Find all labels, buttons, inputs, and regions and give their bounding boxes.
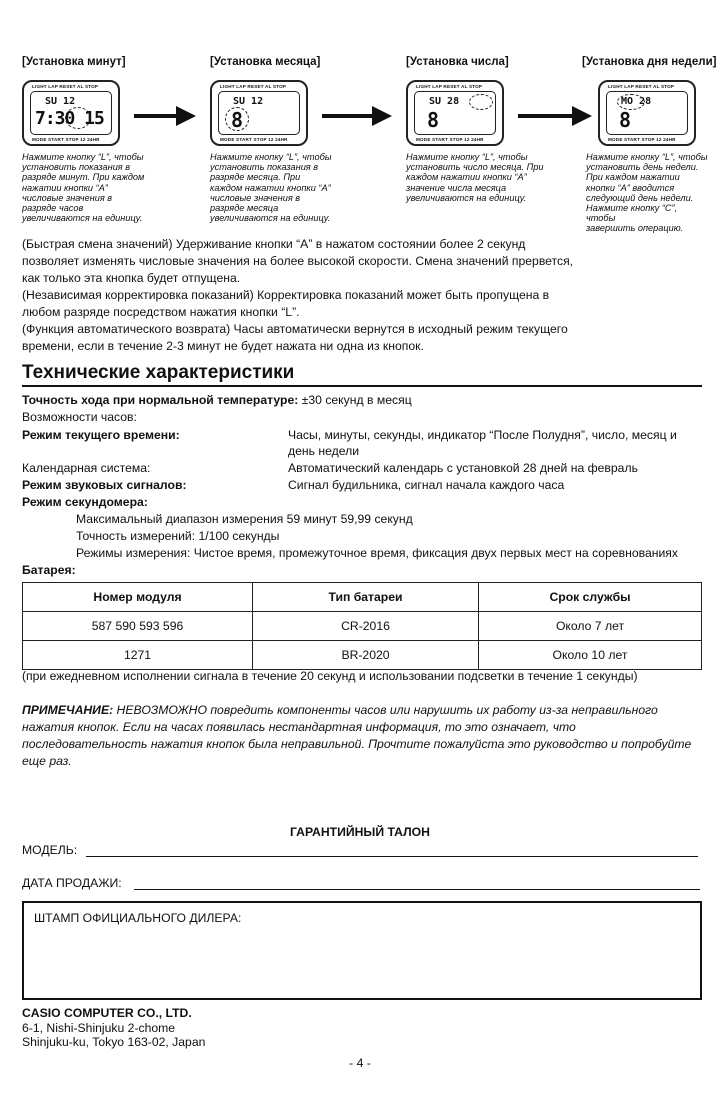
lcd-main-digits: 8 <box>619 108 631 132</box>
table-header-battery-type: Тип батареи <box>253 583 479 612</box>
lcd-top-row: SU 12 <box>233 96 264 107</box>
battery-footnote: (при ежедневном исполнении сигнала в течение 20 секунд и использовании подсветки в течение 1 секунды) <box>22 669 638 683</box>
model-field[interactable] <box>86 856 698 857</box>
note-paragraph <box>22 702 704 770</box>
step-month <box>210 56 370 223</box>
company-name: CASIO COMPUTER CO., LTD. <box>22 1006 192 1020</box>
lcd-top-row: SU 12 <box>45 96 76 107</box>
company-address-line: Shinjuku-ku, Tokyo 163-02, Japan <box>22 1035 206 1049</box>
battery-table <box>22 582 702 670</box>
calendar-value: Автоматический календарь с установкой 28 дней на февраль <box>288 461 638 475</box>
arrow-right-icon <box>134 106 196 126</box>
table-row <box>23 612 702 641</box>
watch-top-labels: LIGHT LAP RESET AL STOP <box>220 84 287 89</box>
lcd-main-digits: 8 <box>427 108 439 132</box>
paragraph-fast-change: (Быстрая смена значений) Удерживание кнопки “A” в нажатом состоянии более 2 секунд позволяет изменять числовые значения на более высокой скорости. Смена значений прервется, как только эта кнопка будет отпущена. <box>22 237 574 285</box>
watch-bottom-labels: MODE START STOP 12 24HR <box>416 137 484 142</box>
alarm-label: Режим звуковых сигналов: <box>22 478 187 492</box>
specs-heading: Технические характеристики <box>22 362 295 383</box>
paragraph-independent-correction: (Независимая корректировка показаний) Корректировка показаний может быть пропущена в любом разряде посредством нажатия кнопки “L”. <box>22 288 550 319</box>
sale-date-field[interactable] <box>134 889 700 890</box>
table-cell: BR-2020 <box>253 641 479 670</box>
lcd-screen <box>30 91 112 135</box>
lcd-top-row: MO 28 <box>621 96 652 107</box>
calendar-label: Календарная система: <box>22 461 151 475</box>
note-label: ПРИМЕЧАНИЕ: <box>22 703 114 717</box>
setting-steps <box>22 56 717 234</box>
step-title: [Установка месяца] <box>210 56 321 68</box>
accuracy-value: ±30 секунд в месяц <box>298 393 412 407</box>
step-minutes <box>22 56 182 223</box>
table-cell: 1271 <box>23 641 253 670</box>
table-header-module: Номер модуля <box>23 583 253 612</box>
watch-bottom-labels: MODE START STOP 12 24HR <box>220 137 288 142</box>
stopwatch-precision: Точность измерений: 1/100 секунды <box>76 529 280 543</box>
watch-display <box>598 80 696 146</box>
step-note: Нажмите кнопку “L”, чтобы установить число месяца. При каждом нажатии кнопки “A” значение числа месяца увеличиваются на единицу. <box>406 152 544 203</box>
blink-indicator-icon <box>225 107 249 131</box>
table-cell: Около 7 лет <box>479 612 702 641</box>
watch-bottom-labels: MODE START STOP 12 24HR <box>32 137 100 142</box>
timekeeping-label: Режим текущего времени: <box>22 428 180 442</box>
paragraph-auto-return: (Функция автоматического возврата) Часы автоматически вернутся в исходный режим текущего времени, если в течение 2-3 минут не будет нажата ни одна из кнопок. <box>22 322 568 353</box>
stopwatch-range: Максимальный диапазон измерения 59 минут 59,99 секунд <box>76 512 413 526</box>
step-note: Нажмите кнопку “L”, чтобы установить день недели. При каждом нажатии кнопки “A” вводится следующий день недели. Нажмите кнопку “C”, чтобы завершить операцию. <box>586 152 708 234</box>
step-date <box>406 56 566 203</box>
page-number: - 4 - <box>349 1056 371 1070</box>
sale-date-label: ДАТА ПРОДАЖИ: <box>22 876 122 890</box>
alarm-value: Сигнал будильника, сигнал начала каждого часа <box>288 478 565 492</box>
accuracy-label: Точность хода при нормальной температуре: <box>22 393 299 407</box>
watch-display <box>210 80 308 146</box>
watch-bottom-labels: MODE START STOP 12 24HR <box>608 137 676 142</box>
capabilities-label: Возможности часов: <box>22 410 137 424</box>
heading-rule <box>22 385 702 387</box>
warranty-title: ГАРАНТИЙНЫЙ ТАЛОН <box>290 825 430 839</box>
model-label: МОДЕЛЬ: <box>22 843 78 857</box>
battery-label: Батарея: <box>22 563 76 577</box>
step-note: Нажмите кнопку “L”, чтобы установить показания в разряде месяца. При каждом нажатии кнопки “A” числовые значения в разряде месяца увеличиваются на единицу. <box>210 152 332 224</box>
watch-display <box>22 80 120 146</box>
blink-indicator-icon <box>617 94 645 110</box>
table-row <box>23 641 702 670</box>
timekeeping-value: Часы, минуты, секунды, индикатор “После Полудня”, число, месяц и день недели <box>288 428 677 458</box>
step-title: [Установка дня недели] <box>582 56 717 68</box>
watch-top-labels: LIGHT LAP RESET AL STOP <box>608 84 675 89</box>
lcd-main-digits: 8 <box>231 108 243 132</box>
lcd-screen <box>218 91 300 135</box>
lcd-main-digits: 7:30 15 <box>35 108 104 129</box>
step-weekday <box>582 56 716 234</box>
watch-top-labels: LIGHT LAP RESET AL STOP <box>416 84 483 89</box>
dealer-stamp-label: ШТАМП ОФИЦИАЛЬНОГО ДИЛЕРА: <box>34 911 242 925</box>
step-note: Нажмите кнопку “L”, чтобы установить показания в разряде минут. При каждом нажатии кнопки “A” числовые значения в разряде часов увеличиваются на единицу. <box>22 152 145 224</box>
table-cell: 587 590 593 596 <box>23 612 253 641</box>
watch-display <box>406 80 504 146</box>
step-title: [Установка минут] <box>22 56 126 68</box>
table-cell: CR-2016 <box>253 612 479 641</box>
stopwatch-modes: Режимы измерения: Чистое время, промежуточное время, фиксация двух первых мест на соревнованиях <box>76 546 678 560</box>
dealer-stamp-box <box>22 901 702 1000</box>
table-cell: Около 10 лет <box>479 641 702 670</box>
lcd-screen <box>414 91 496 135</box>
watch-top-labels: LIGHT LAP RESET AL STOP <box>32 84 99 89</box>
blink-indicator-icon <box>469 94 493 110</box>
company-address-line: 6-1, Nishi-Shinjuku 2-chome <box>22 1020 176 1035</box>
lcd-top-row: SU 28 <box>429 96 460 107</box>
note-text: НЕВОЗМОЖНО повредить компоненты часов или нарушить их работу из-за неправильного нажатия кнопок. Если на часах появилась нестандартная информация, то это означает, что последовательность нажатия кнопок была неправильной. Прочтите пожалуйста это руководство и попробуйте еще раз. <box>22 703 692 768</box>
accuracy-row <box>22 392 412 408</box>
table-header-lifetime: Срок службы <box>479 583 702 612</box>
company-block <box>22 1006 205 1050</box>
step-title: [Установка числа] <box>406 56 509 68</box>
stopwatch-label: Режим секундомера: <box>22 495 148 509</box>
blink-indicator-icon <box>65 107 91 129</box>
table-header-row <box>23 583 702 612</box>
arrow-right-icon <box>322 106 392 126</box>
lcd-screen <box>606 91 688 135</box>
arrow-right-icon <box>518 106 592 126</box>
